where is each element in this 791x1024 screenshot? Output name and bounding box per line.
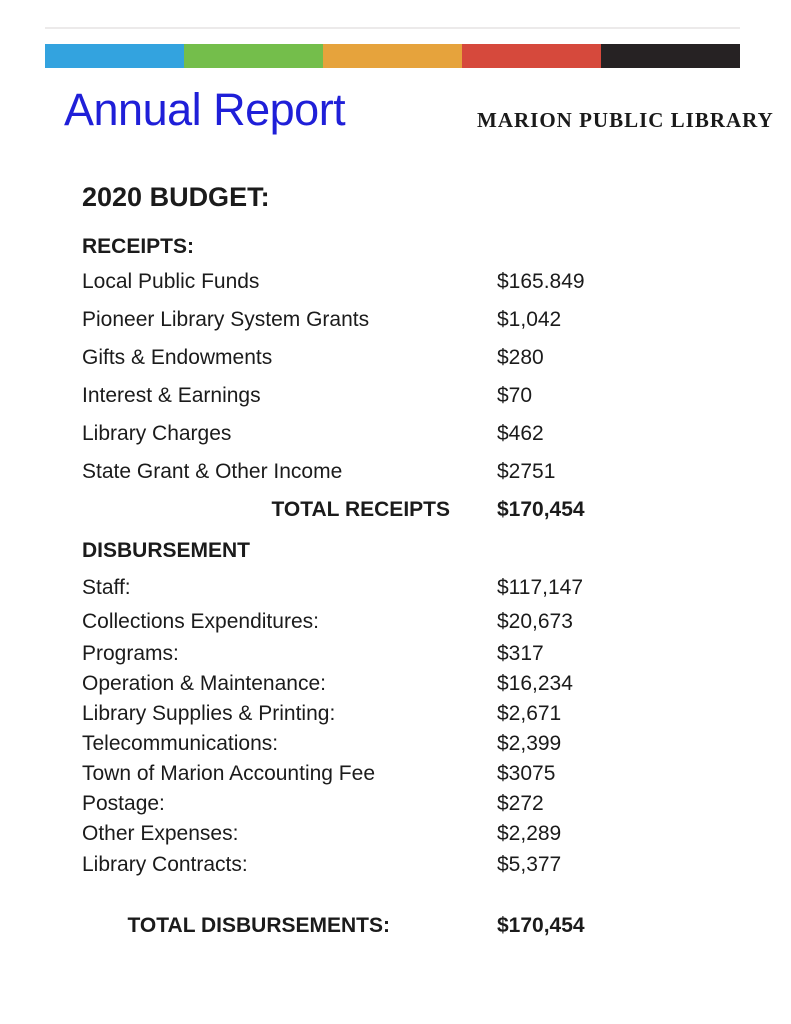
row-value: $165.849 (497, 270, 585, 293)
row-value: $3075 (497, 762, 556, 785)
row-value: $1,042 (497, 308, 562, 331)
total-disbursements-row (82, 915, 722, 941)
library-logo (470, 93, 774, 139)
row-label: Town of Marion Accounting Fee (82, 762, 375, 785)
table-row (82, 577, 722, 603)
total-receipts-row (82, 499, 722, 525)
bar-segment-green (184, 44, 323, 68)
receipts-heading: RECEIPTS: (82, 235, 195, 258)
row-value: $2,399 (497, 732, 562, 755)
row-label: Postage: (82, 792, 165, 815)
row-label: State Grant & Other Income (82, 460, 343, 483)
row-label: Other Expenses: (82, 822, 239, 845)
row-label: Library Supplies & Printing: (82, 702, 336, 725)
table-row (82, 793, 722, 819)
row-label: Collections Expenditures: (82, 610, 319, 633)
row-value: $462 (497, 422, 544, 445)
row-value: $2,671 (497, 702, 562, 725)
row-label: Gifts & Endowments (82, 346, 273, 369)
table-row (82, 673, 722, 699)
row-value: $20,673 (497, 610, 573, 633)
table-row (82, 347, 722, 373)
row-value: $2751 (497, 460, 556, 483)
total-disbursements-value: $170,454 (497, 914, 585, 937)
budget-heading: 2020 BUDGET: (82, 182, 270, 212)
bar-segment-black (601, 44, 740, 68)
table-row (82, 423, 722, 449)
row-value: $117,147 (497, 576, 584, 599)
table-row (82, 309, 722, 335)
bar-segment-red (462, 44, 601, 68)
bar-segment-blue (45, 44, 184, 68)
table-row (82, 271, 722, 297)
table-row (82, 733, 722, 759)
row-label: Pioneer Library System Grants (82, 308, 370, 331)
top-hairline (45, 27, 740, 29)
table-row (82, 854, 722, 880)
table-row (82, 823, 722, 849)
row-value: $317 (497, 642, 544, 665)
page-title: Annual Report (64, 84, 346, 135)
bar-segment-orange (323, 44, 462, 68)
row-value: $280 (497, 346, 544, 369)
row-label: Interest & Earnings (82, 384, 261, 407)
row-value: $5,377 (497, 853, 562, 876)
brand-color-bar (45, 44, 740, 68)
table-row (82, 385, 722, 411)
total-receipts-label: TOTAL RECEIPTS (271, 498, 450, 521)
table-row (82, 763, 722, 789)
total-receipts-value: $170,454 (497, 498, 585, 521)
row-value: $16,234 (497, 672, 573, 695)
row-label: Library Charges (82, 422, 232, 445)
table-row (82, 703, 722, 729)
row-label: Staff: (82, 576, 131, 599)
row-value: $70 (497, 384, 533, 407)
library-name: MARION PUBLIC LIBRARY (477, 108, 774, 132)
total-disbursements-label: TOTAL DISBURSEMENTS: (127, 914, 390, 937)
table-row (82, 643, 722, 669)
row-value: $2,289 (497, 822, 562, 845)
row-label: Telecommunications: (82, 732, 279, 755)
row-value: $272 (497, 792, 544, 815)
row-label: Library Contracts: (82, 853, 248, 876)
row-label: Operation & Maintenance: (82, 672, 326, 695)
disbursement-heading: DISBURSEMENT (82, 539, 251, 562)
table-row (82, 461, 722, 487)
row-label: Local Public Funds (82, 270, 260, 293)
table-row (82, 611, 722, 637)
row-label: Programs: (82, 642, 179, 665)
